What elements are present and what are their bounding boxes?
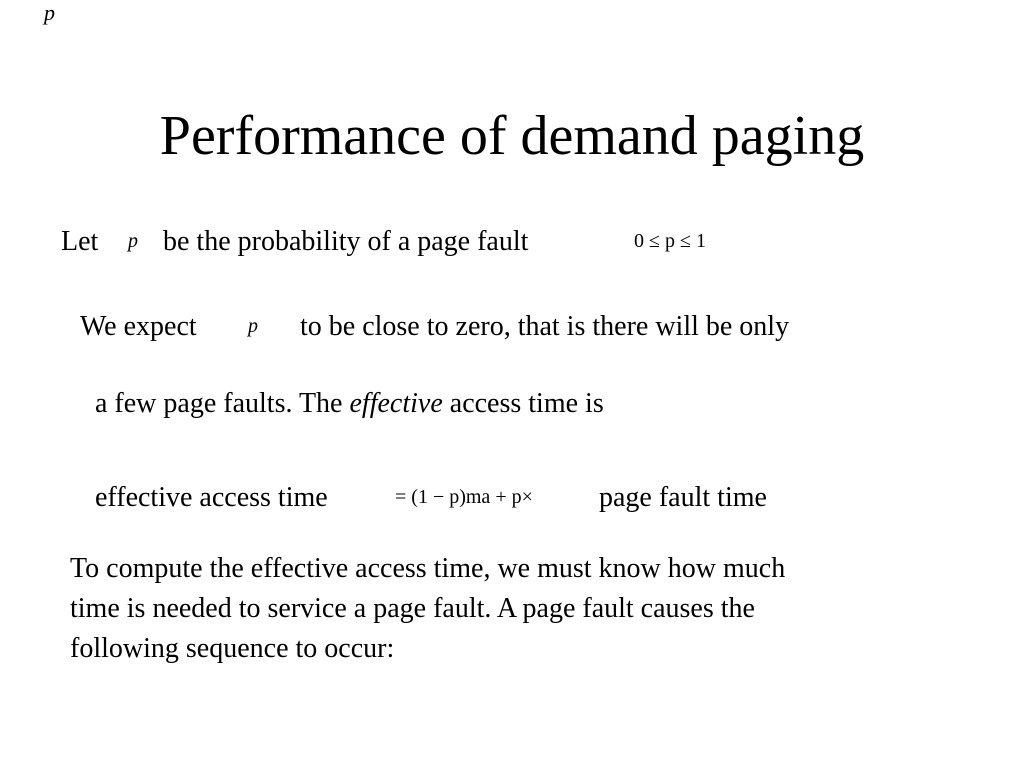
paragraph-line: time is needed to service a page fault. A page fault causes the [70, 593, 755, 624]
explanation-paragraph [70, 549, 970, 669]
corner-p-symbol: p [44, 0, 55, 25]
sentence-end: access time is [449, 388, 604, 419]
paragraph-line: following sequence to occur: [70, 633, 395, 664]
formula-text: = (1 − p)ma + p× [395, 486, 533, 508]
let-word: Let [61, 226, 99, 257]
paragraph-line: To compute the effective access time, we must know how much [70, 553, 786, 584]
eat-formula [395, 487, 533, 507]
sentence-start: a few page faults. The [95, 388, 343, 419]
we-expect-text: We expect [80, 311, 197, 342]
variable-p: p [248, 315, 258, 337]
probability-text: be the probability of a page fault [163, 226, 529, 257]
page-fault-time-text: page fault time [599, 482, 767, 513]
effective-access-sentence [95, 390, 604, 418]
range-formula: 0 ≤ p ≤ 1 [634, 230, 706, 252]
slide-title: Performance of demand paging [159, 105, 865, 167]
close-to-zero-text: to be close to zero, that is there will be only [300, 311, 790, 342]
effective-emphasis: effective [349, 388, 443, 419]
eat-label: effective access time [95, 482, 328, 513]
variable-p: p [128, 230, 138, 252]
